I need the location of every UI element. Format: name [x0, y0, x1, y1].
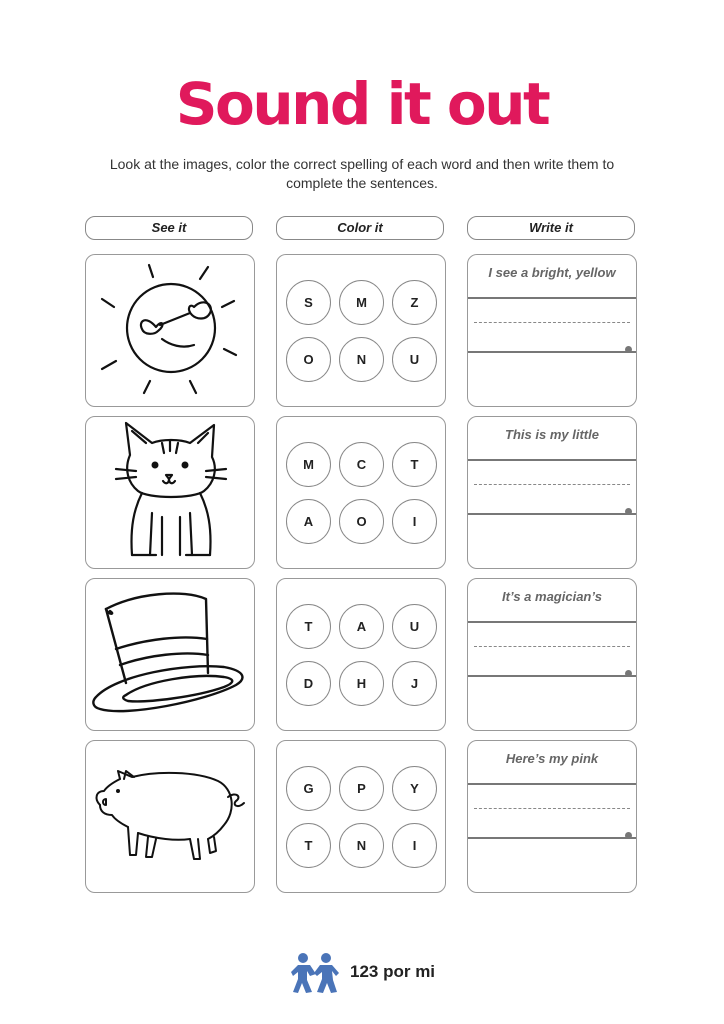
letter-bubble[interactable]: A: [339, 604, 384, 649]
write-card-3: [467, 578, 637, 731]
letter-bubble[interactable]: O: [339, 499, 384, 544]
picture-card-cat: [85, 416, 255, 569]
writing-line-top[interactable]: [468, 621, 636, 623]
letters-card-2: [276, 416, 446, 569]
letters-card-4: [276, 740, 446, 893]
letter-bubble[interactable]: M: [339, 280, 384, 325]
writing-line-base[interactable]: [468, 351, 636, 353]
letters-card-1: [276, 254, 446, 407]
footer: [0, 946, 724, 996]
writing-line-base[interactable]: [468, 513, 636, 515]
letter-bubble[interactable]: I: [392, 823, 437, 868]
write-card-4: [467, 740, 637, 893]
sun-illustration: [86, 255, 256, 408]
letter-bubble[interactable]: M: [286, 442, 331, 487]
letter-bubble[interactable]: Z: [392, 280, 437, 325]
letter-bubble[interactable]: G: [286, 766, 331, 811]
picture-card-sun: [85, 254, 255, 407]
letters-card-3: [276, 578, 446, 731]
writing-line-top[interactable]: [468, 783, 636, 785]
letter-bubble[interactable]: N: [339, 337, 384, 382]
write-card-1: [467, 254, 637, 407]
writing-line-mid[interactable]: [474, 322, 630, 323]
brand-name: 123 por mi: [350, 962, 436, 981]
letter-bubble[interactable]: Y: [392, 766, 437, 811]
picture-card-top-hat: [85, 578, 255, 731]
write-card-2: [467, 416, 637, 569]
pig-illustration: [86, 741, 256, 894]
letter-bubble[interactable]: I: [392, 499, 437, 544]
sentence-prompt: This is my little: [505, 427, 599, 442]
writing-line-base[interactable]: [468, 837, 636, 839]
letter-bubble[interactable]: D: [286, 661, 331, 706]
letter-bubble[interactable]: T: [392, 442, 437, 487]
header-see-it: See it: [85, 216, 253, 240]
letter-bubble[interactable]: C: [339, 442, 384, 487]
letter-bubble[interactable]: O: [286, 337, 331, 382]
top-hat-illustration: [86, 579, 256, 732]
sentence-prompt: Here’s my pink: [505, 751, 599, 766]
letter-bubble[interactable]: U: [392, 337, 437, 382]
writing-line-mid[interactable]: [474, 484, 630, 485]
letter-bubble[interactable]: P: [339, 766, 384, 811]
letter-bubble[interactable]: N: [339, 823, 384, 868]
letter-bubble[interactable]: J: [392, 661, 437, 706]
header-write-it: Write it: [467, 216, 635, 240]
letter-bubble[interactable]: T: [286, 604, 331, 649]
letter-bubble[interactable]: S: [286, 280, 331, 325]
picture-card-pig: [85, 740, 255, 893]
kids-logo-icon: [290, 952, 340, 994]
header-color-it: Color it: [276, 216, 444, 240]
sentence-prompt: It’s a magician’s: [502, 589, 602, 604]
letter-bubble[interactable]: T: [286, 823, 331, 868]
writing-line-top[interactable]: [468, 297, 636, 299]
writing-line-mid[interactable]: [474, 808, 630, 809]
writing-line-mid[interactable]: [474, 646, 630, 647]
instructions: Look at the images, color the correct spelling of each word and then write them to complete the sentences.: [109, 156, 615, 191]
sentence-prompt: I see a bright, yellow: [488, 265, 616, 280]
letter-bubble[interactable]: A: [286, 499, 331, 544]
writing-line-top[interactable]: [468, 459, 636, 461]
letter-bubble[interactable]: U: [392, 604, 437, 649]
writing-line-base[interactable]: [468, 675, 636, 677]
letter-bubble[interactable]: H: [339, 661, 384, 706]
page-title: Sound it out: [175, 70, 549, 138]
cat-illustration: [86, 417, 256, 570]
